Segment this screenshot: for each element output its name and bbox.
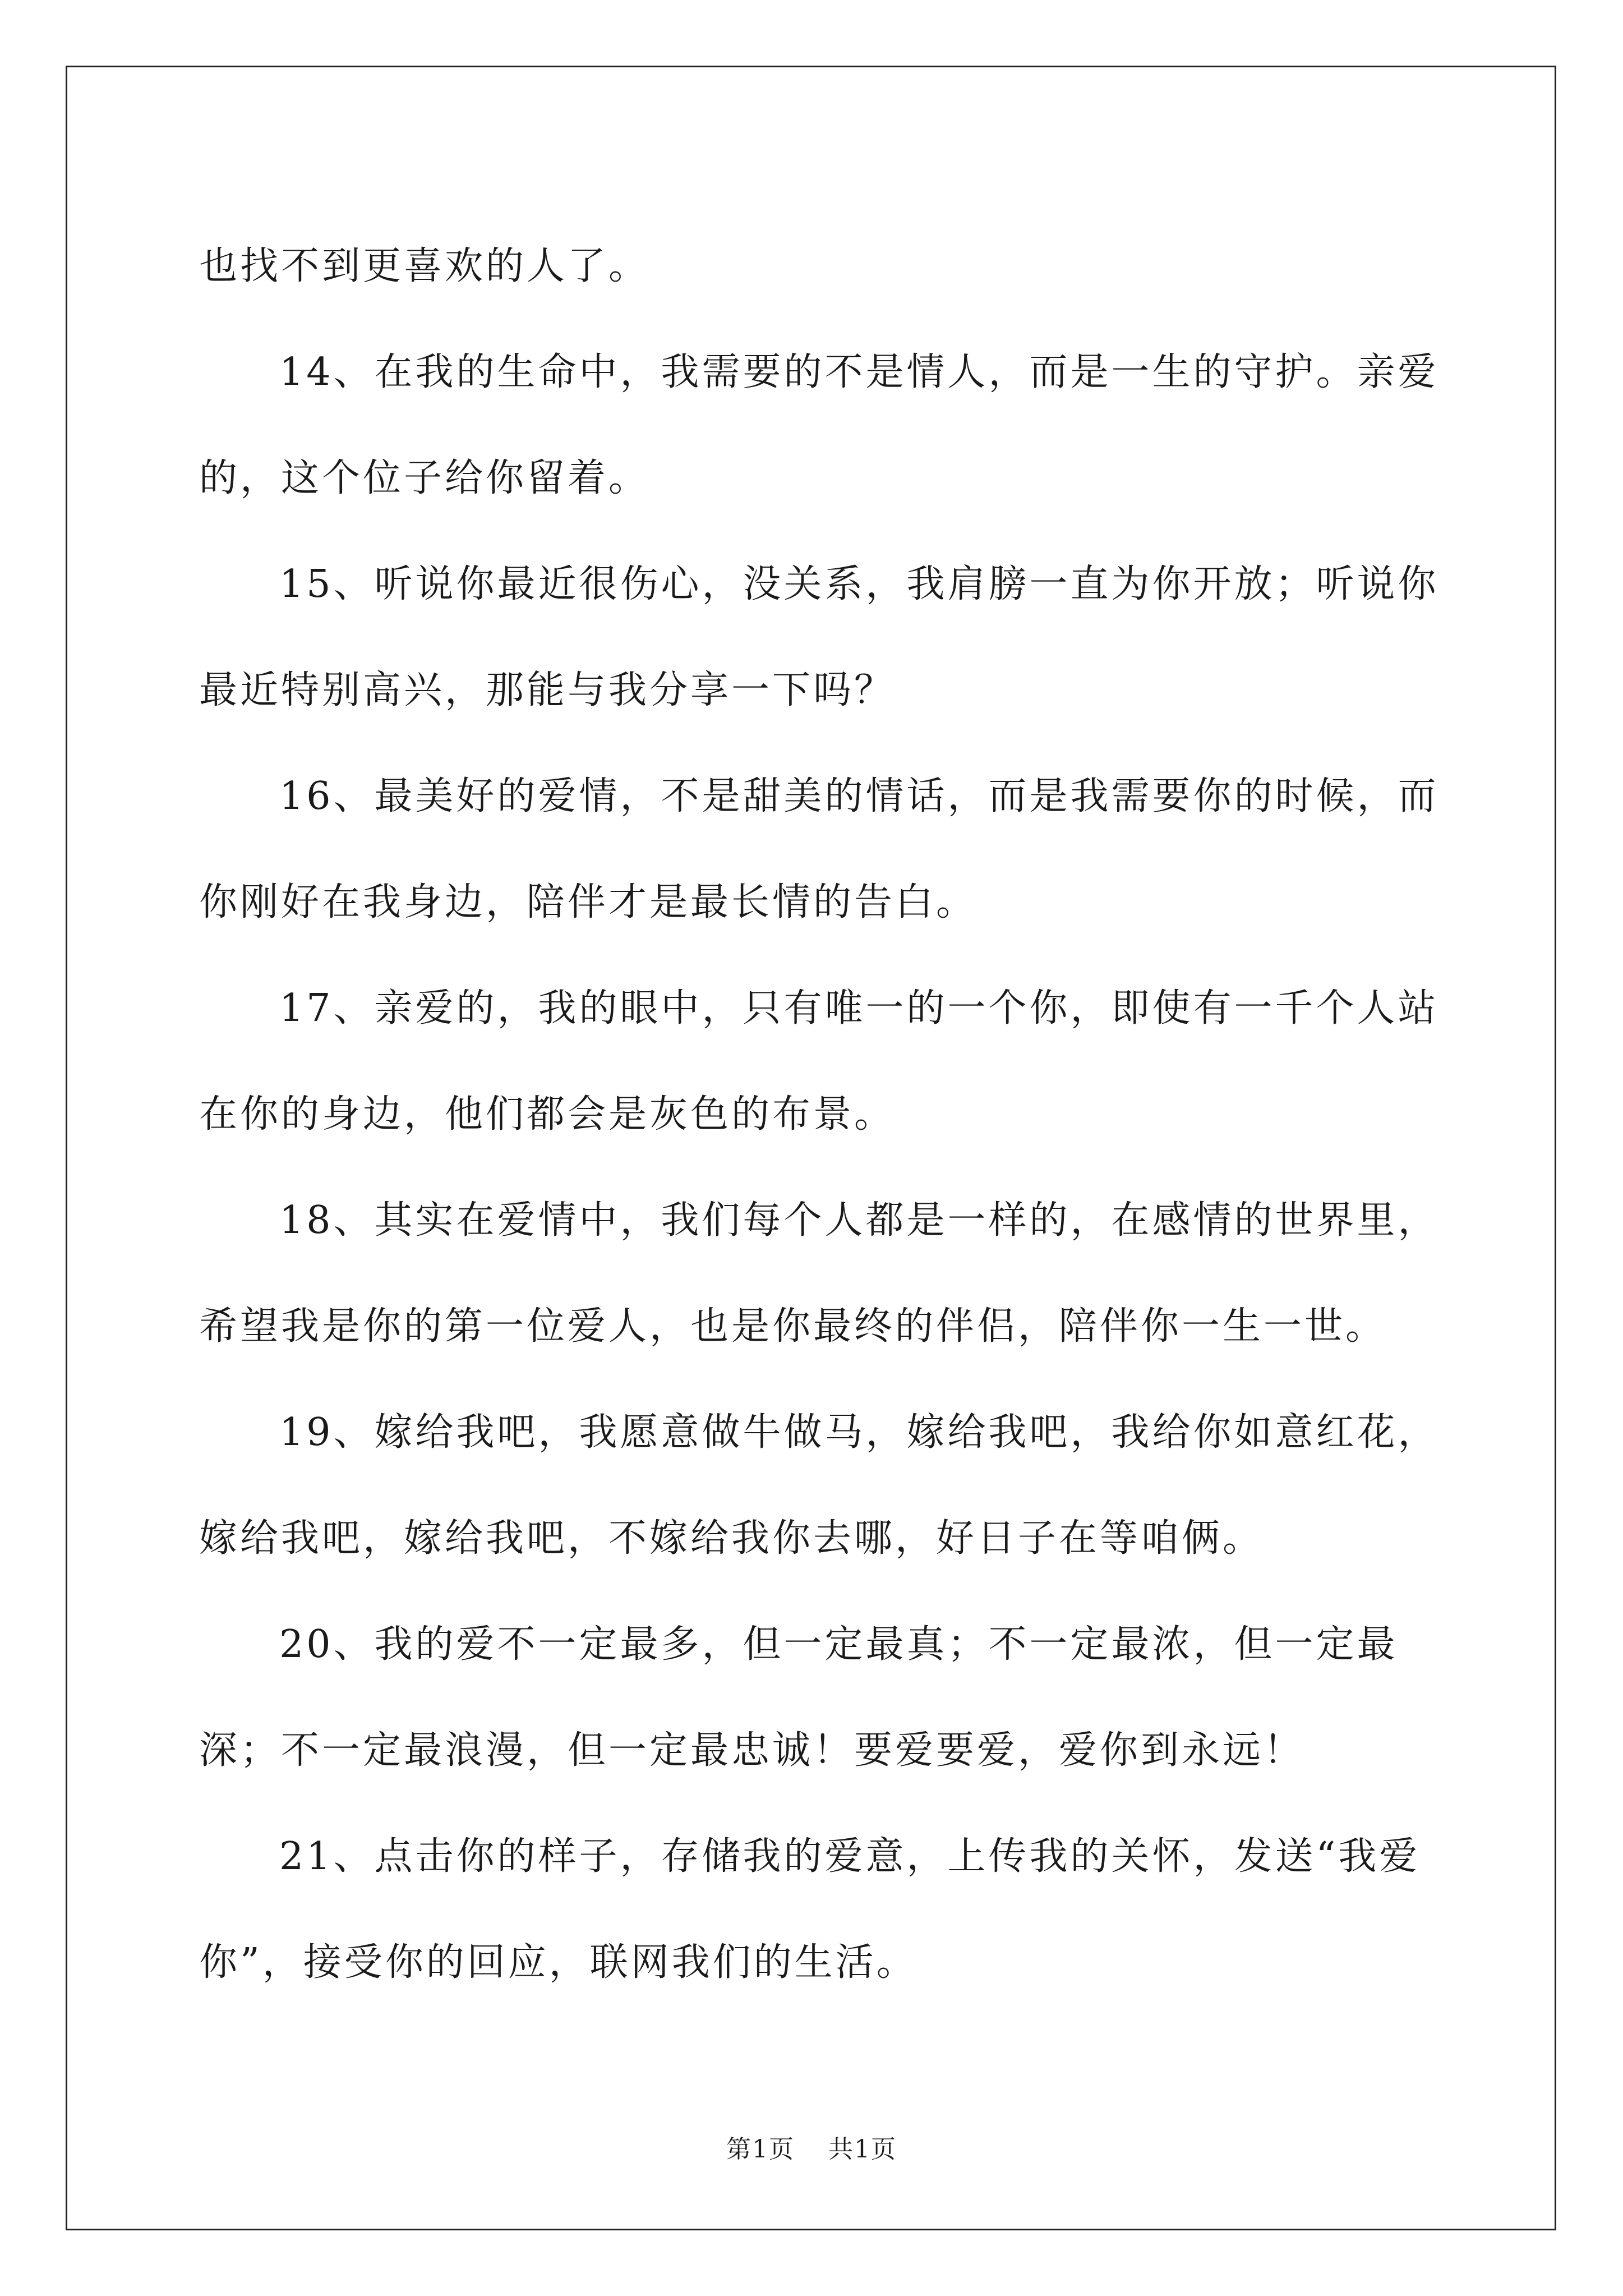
paragraph: 16、最美好的爱情，不是甜美的情话，而是我需要你的时候，而你刚好在我身边，陪伴才是最长情的告白。 (199, 774, 1439, 924)
document-body (199, 213, 1444, 2016)
page-number: 第1页 (726, 2135, 795, 2164)
paragraph: 也找不到更喜欢的人了。 (199, 244, 650, 288)
paragraph: 15、听说你最近很伤心，没关系，我肩膀一直为你开放；听说你最近特别高兴，那能与我分享一下吗？ (199, 562, 1439, 712)
paragraph: 21、点击你的样子，存储我的爱意，上传我的关怀，发送“我爱你”，接受你的回应，联网我们的生活。 (199, 1834, 1421, 1985)
paragraph: 17、亲爱的，我的眼中，只有唯一的一个你，即使有一千个人站在你的身边，他们都会是灰色的布景。 (199, 986, 1439, 1137)
paragraph: 19、嫁给我吧，我愿意做牛做马，嫁给我吧，我给你如意红花，嫁给我吧，嫁给我吧，不嫁给我你去哪，好日子在等咱俩。 (199, 1410, 1439, 1561)
page-footer (0, 2129, 1623, 2165)
paragraph: 20、我的爱不一定最多，但一定最真；不一定最浓，但一定最深；不一定最浪漫，但一定最忠诚！要爱要爱，爱你到永远！ (199, 1622, 1398, 1773)
page-total: 共1页 (828, 2135, 897, 2164)
paragraph: 14、在我的生命中，我需要的不是情人，而是一生的守护。亲爱的，这个位子给你留着。 (199, 350, 1439, 500)
paragraph: 18、其实在爱情中，我们每个人都是一样的，在感情的世界里，希望我是你的第一位爱人，也是你最终的伴侣，陪伴你一生一世。 (199, 1198, 1439, 1349)
